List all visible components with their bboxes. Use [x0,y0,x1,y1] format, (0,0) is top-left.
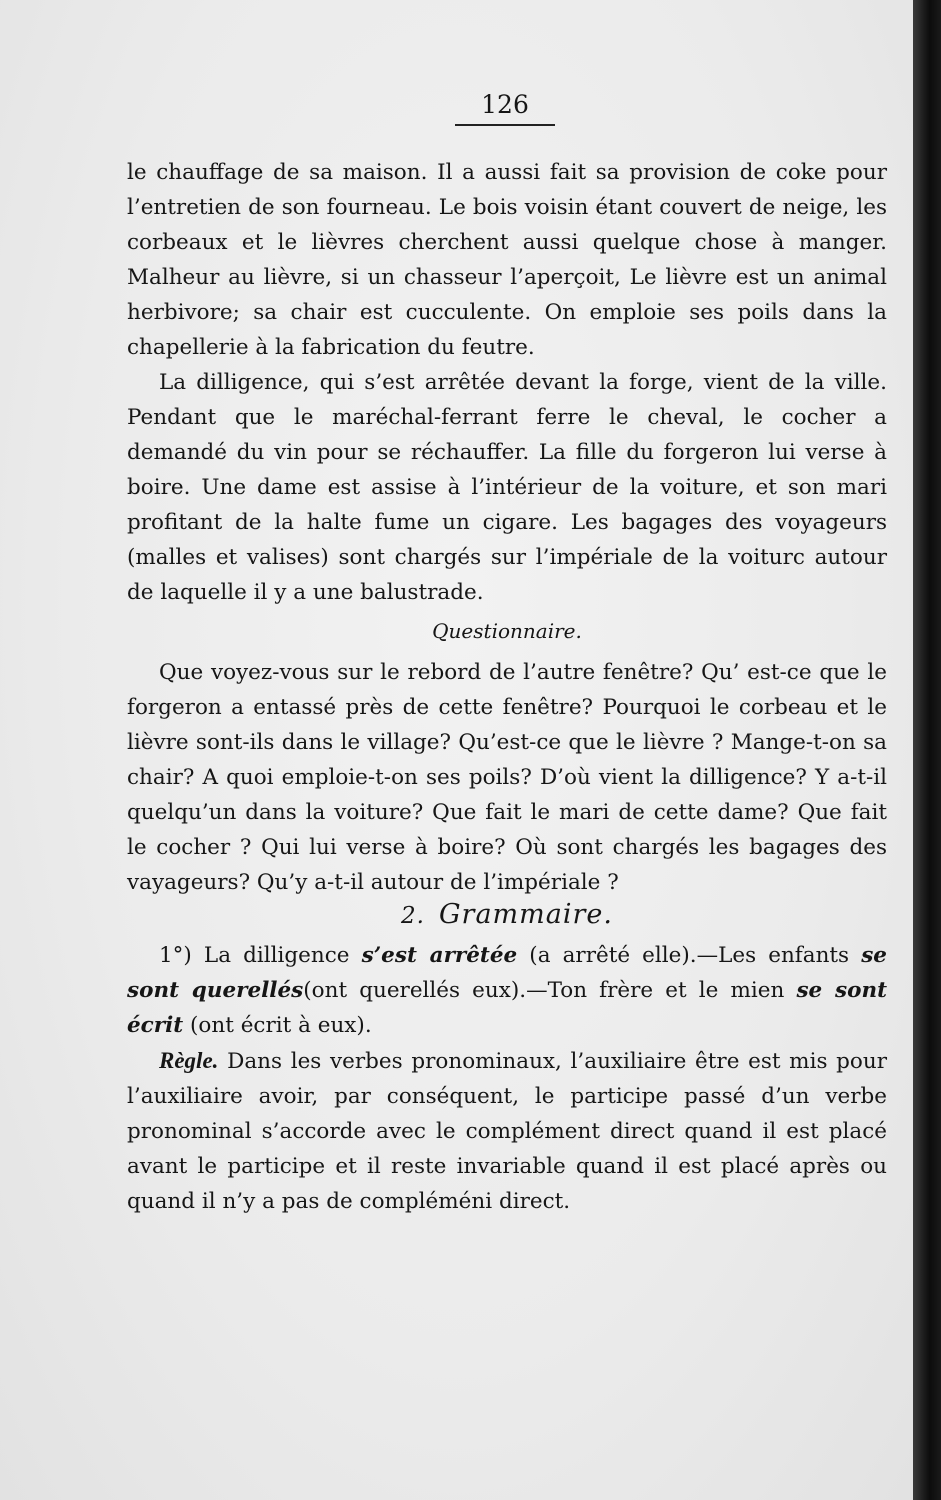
example-verb-1: s’est arrêtée [361,943,518,968]
rule-label: Règle. [159,1048,219,1073]
grammaire-heading [127,897,887,934]
rule-text: Dans les verbes pronominaux, l’auxiliaire être est mis pour l’auxiliaire avoir, par conséquent, le participe passé d’un verbe pronominal s’accorde avec le complément direct quand il est placé avant le participe et il reste invariable quand il est placé après ou quand il n’y a pas de compléméni direct. [127,1049,887,1214]
page-shadow-edge [913,0,941,1500]
example-marker: 1°) [159,943,192,968]
example-part-4: (ont écrit à eux). [183,1013,372,1038]
page-number: 126 [455,90,555,126]
grammar-rule [127,1043,887,1219]
questionnaire-heading: Questionnaire. [432,619,582,643]
example-verb-2: se sont querellés [127,943,887,1003]
example-verb-3: se sont écrit [127,978,888,1038]
example-part-3: (ont querellés eux).—Ton frère et le mien [303,978,797,1003]
grammaire-number: 2. [401,903,425,929]
grammaire-title: Grammaire. [438,899,613,930]
page-text [127,155,887,1219]
paragraph-dilligence: La dilligence, qui s’est arrêtée devant la forge, vient de la ville. Pendant que le maréchal-ferrant ferre le cheval, le cocher a demandé du vin pour se réchauffer. La fille du forgeron lui verse à boire. Une dame est assise à l’intérieur de la voiture, et son mari profitant de la halte fume un cigare. Les bagages des voyageurs (malles et valises) sont chargés sur l’impériale de la voiturc autour de laquelle il y a une balustrade. [127,370,887,605]
grammar-example [127,938,887,1043]
paragraph-chauffage: le chauffage de sa maison. Il a aussi fait sa provision de coke pour l’entretien de son fourneau. Le bois voisin étant couvert de neige, les corbeaux et le lièvres cherchent aussi quelque chose à manger. Malheur au lièvre, si un chasseur l’aperçoit, Le lièvre est un animal herbivore; sa chair est cucculente. On emploie ses poils dans la chapellerie à la fabrication du feutre. [127,160,887,360]
example-part-1: La dilligence [191,943,362,968]
questionnaire-text: Que voyez-vous sur le rebord de l’autre fenêtre? Qu’ est-ce que le forgeron a entassé près de cette fenêtre? Pourquoi le corbeau et le lièvre sont-ils dans le village? Qu’est-ce que le lièvre ? Mange-t-on sa chair? A quoi emploie-t-on ses poils? D’où vient la dilligence? Y a-t-il quelqu’un dans la voiture? Que fait le mari de cette dame? Que fait le cocher ? Qui lui verse à boire? Où sont chargés les bagages des vayageurs? Qu’y a-t-il autour de l’impériale ? [127,660,887,895]
example-part-2: (a arrêté elle).—Les enfants [517,943,862,968]
